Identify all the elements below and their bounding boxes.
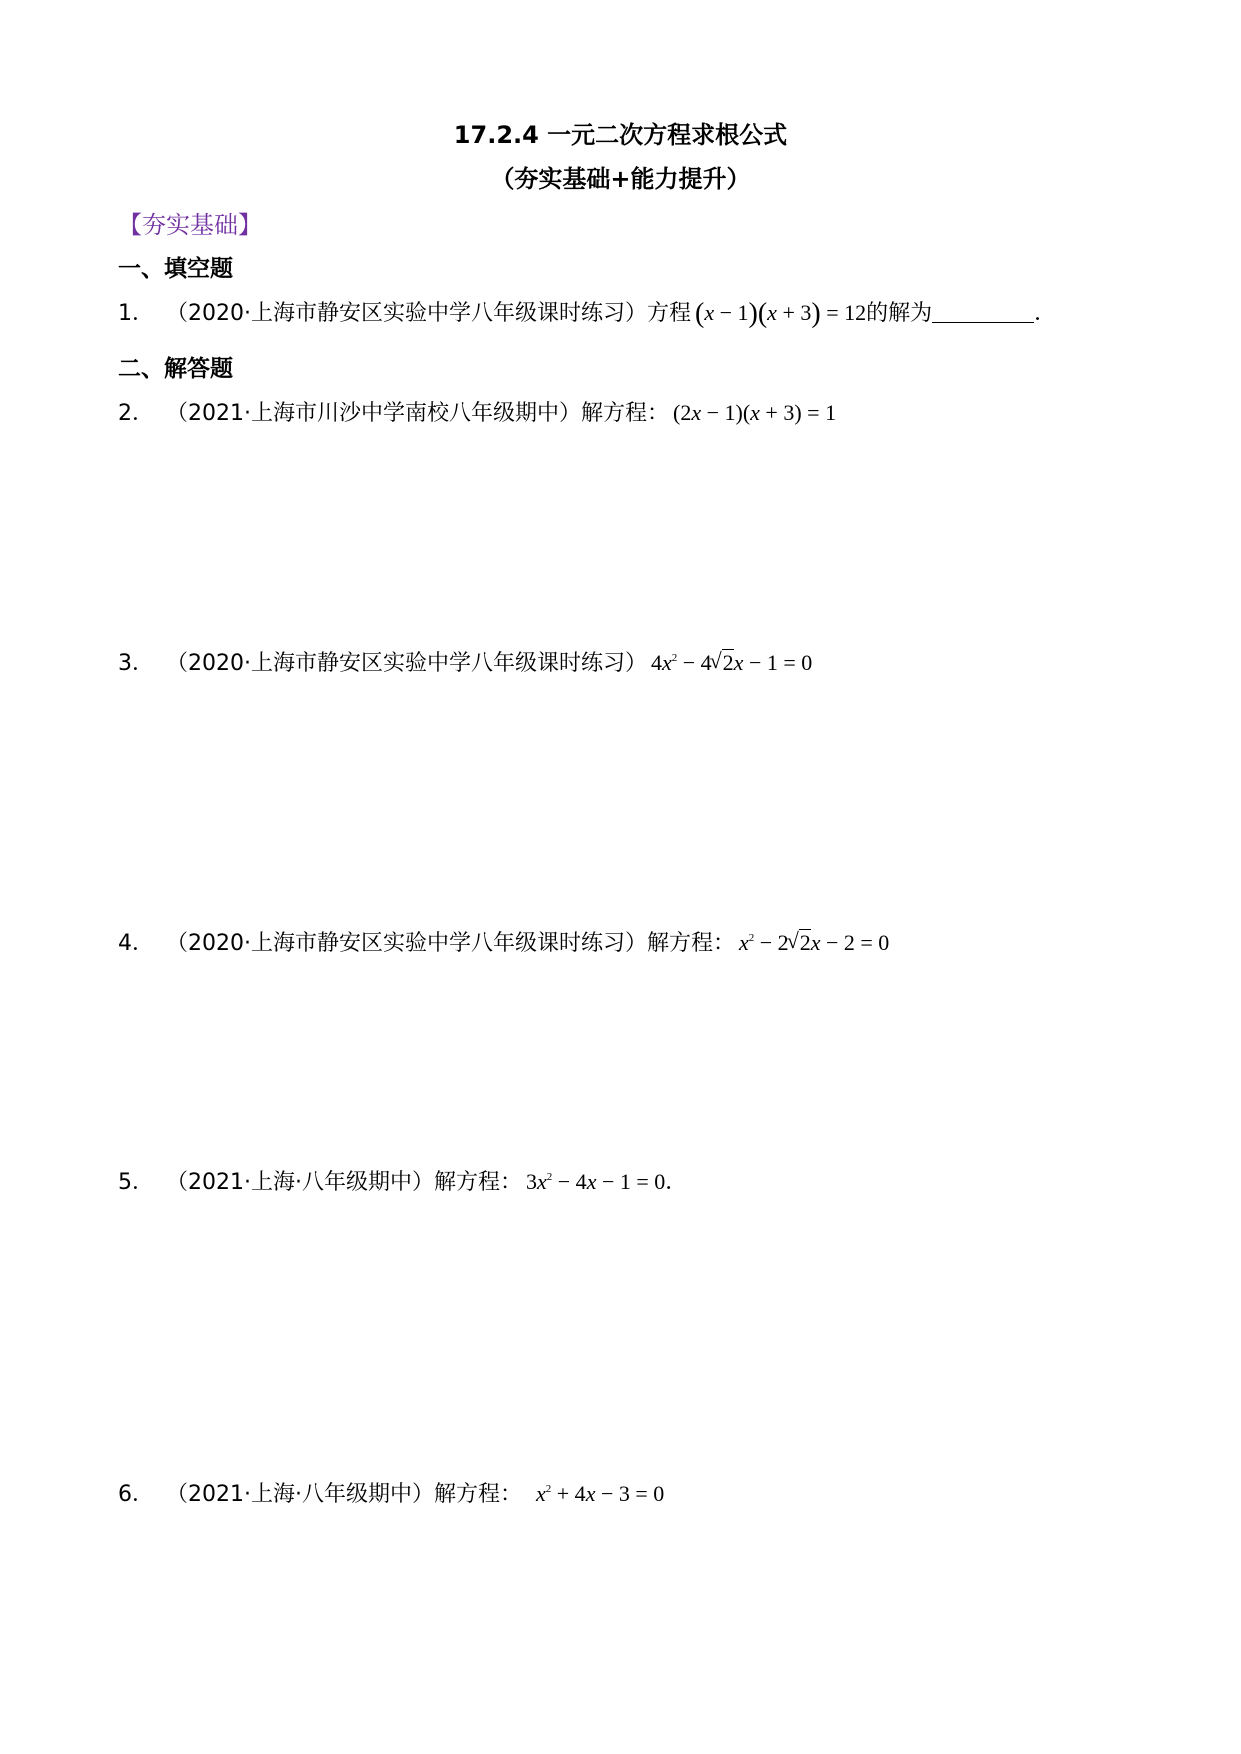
question-6 xyxy=(118,1474,664,1510)
equation: $4x^2 - 4√$ 2x − 1 = 0 xyxy=(651,650,812,675)
section-tag: 【夯实基础】 xyxy=(118,211,262,239)
question-2 xyxy=(118,398,836,429)
question-number: 2． xyxy=(118,401,154,426)
question-prompt: 解方程： xyxy=(433,1170,522,1195)
document-subtitle: （夯实基础+能力提升） xyxy=(490,165,751,193)
question-source: （2021·上海·八年级期中） xyxy=(166,1170,434,1195)
equation: (x − 1)(x + 3) = 12 xyxy=(695,298,867,329)
document-title: 17.2.4 一元二次方程求根公式 xyxy=(453,121,788,149)
question-source: （2021·上海市川沙中学南校八年级期中） xyxy=(166,401,581,426)
question-prompt: 方程 xyxy=(646,301,691,326)
question-number: 4． xyxy=(118,931,154,956)
question-end: ． xyxy=(665,1170,688,1195)
question-3 xyxy=(118,643,812,679)
question-prompt: 解方程： xyxy=(580,401,669,426)
question-prompt: 解方程： xyxy=(433,1482,522,1507)
question-number: 6． xyxy=(118,1482,154,1507)
question-source: （2021·上海·八年级期中） xyxy=(166,1482,434,1507)
question-end: ． xyxy=(1034,301,1057,326)
equation: $x^2 - 2√$ 2x − 2 = 0 xyxy=(739,930,889,955)
equation: $3x^2 - 4x - 1 = 0$ xyxy=(526,1169,666,1194)
question-source: （2020·上海市静安区实验中学八年级课时练习） xyxy=(166,931,647,956)
question-source: （2020·上海市静安区实验中学八年级课时练习） xyxy=(166,651,647,676)
equation: (2x − 1)(x + 3) = 1 xyxy=(673,400,837,425)
heading-fill-blank: 一、填空题 xyxy=(118,256,233,282)
question-5 xyxy=(118,1162,687,1198)
question-number: 5． xyxy=(118,1170,154,1195)
question-1 xyxy=(118,298,1056,329)
answer-blank[interactable] xyxy=(932,300,1034,323)
equation: $x^2 + 4x - 3 = 0$ xyxy=(536,1481,665,1506)
question-suffix: 的解为 xyxy=(866,301,933,326)
question-number: 3． xyxy=(118,651,154,676)
question-number: 1． xyxy=(118,301,154,326)
question-source: （2020·上海市静安区实验中学八年级课时练习） xyxy=(166,301,647,326)
question-prompt: 解方程： xyxy=(646,931,735,956)
question-4 xyxy=(118,923,889,959)
heading-answer: 二、解答题 xyxy=(118,356,233,382)
